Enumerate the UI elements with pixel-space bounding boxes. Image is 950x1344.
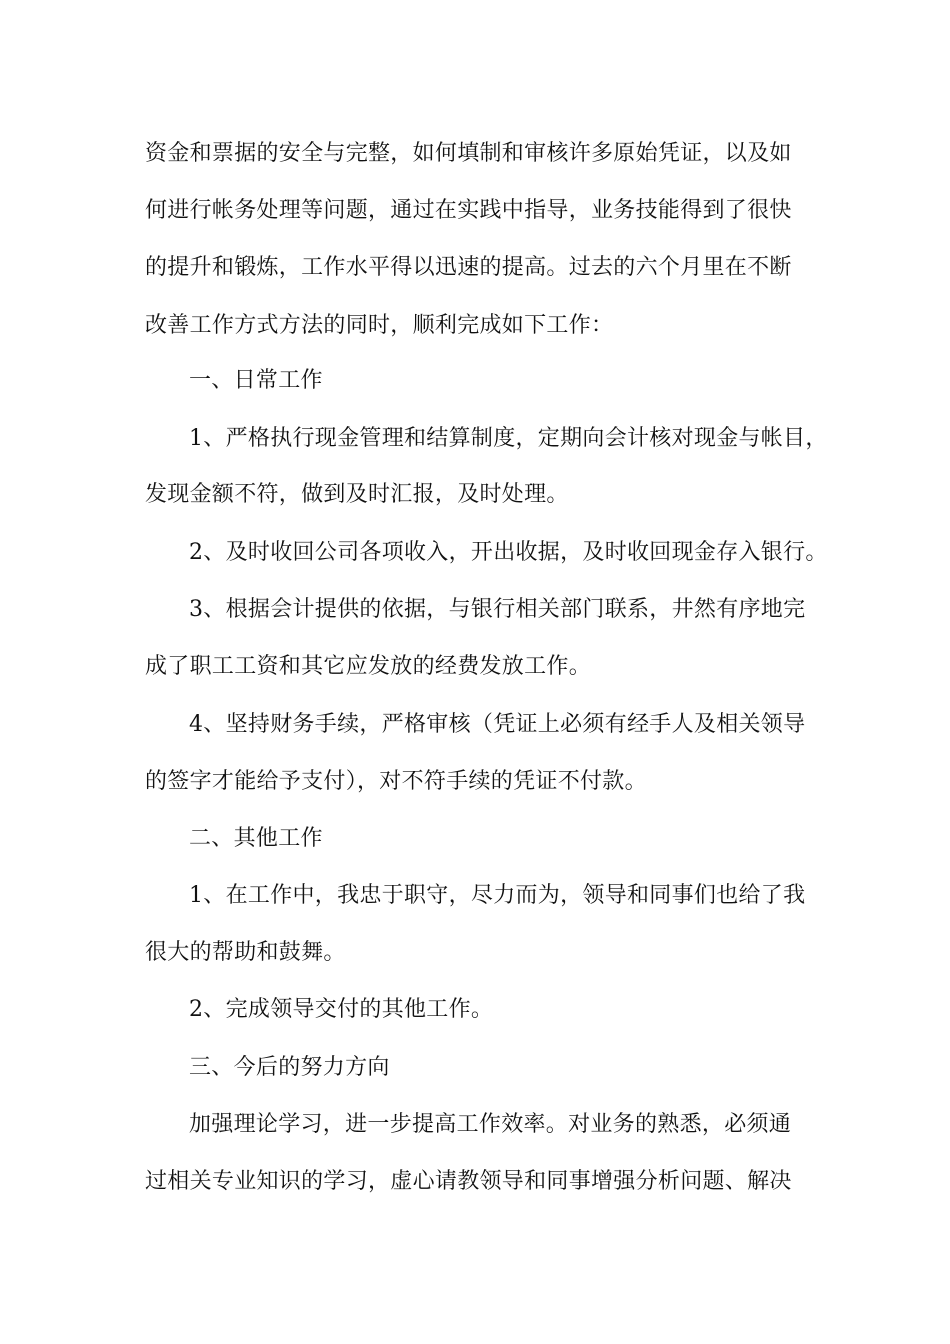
- body-text-line: 过相关专业知识的学习，虚心请教领导和同事增强分析问题、解决: [145, 1169, 792, 1194]
- list-item-text: 3、根据会计提供的依据，与银行相关部门联系，井然有序地完: [189, 597, 806, 622]
- list-item-text: 2、及时收回公司各项收入，开出收据，及时收回现金存入银行。: [189, 540, 828, 565]
- list-item-continuation: 很大的帮助和鼓舞。: [145, 940, 346, 965]
- section-heading-daily-work: 一、日常工作: [189, 368, 323, 393]
- list-item-text: 1、在工作中，我忠于职守，尽力而为，领导和同事们也给了我: [189, 883, 806, 908]
- section-heading-future-direction: 三、今后的努力方向: [189, 1055, 390, 1080]
- body-text-line: 的提升和锻炼，工作水平得以迅速的提高。过去的六个月里在不断: [145, 255, 792, 280]
- body-text-line: 资金和票据的安全与完整，如何填制和审核许多原始凭证，以及如: [145, 141, 792, 166]
- list-item-text: 2、完成领导交付的其他工作。: [189, 997, 494, 1022]
- body-text-line: 何进行帐务处理等问题，通过在实践中指导，业务技能得到了很快: [145, 198, 792, 223]
- list-item-text: 1、严格执行现金管理和结算制度，定期向会计核对现金与帐目，: [189, 426, 828, 451]
- list-item-text: 4、坚持财务手续，严格审核（凭证上必须有经手人及相关领导: [189, 712, 806, 737]
- body-text-line: 改善工作方式方法的同时，顺利完成如下工作：: [145, 313, 614, 338]
- list-item-continuation: 发现金额不符，做到及时汇报，及时处理。: [145, 482, 569, 507]
- body-text-line: 加强理论学习，进一步提高工作效率。对业务的熟悉，必须通: [189, 1112, 792, 1137]
- list-item-continuation: 的签字才能给予支付），对不符手续的凭证不付款。: [145, 769, 647, 794]
- list-item-continuation: 成了职工工资和其它应发放的经费发放工作。: [145, 654, 592, 679]
- section-heading-other-work: 二、其他工作: [189, 826, 323, 851]
